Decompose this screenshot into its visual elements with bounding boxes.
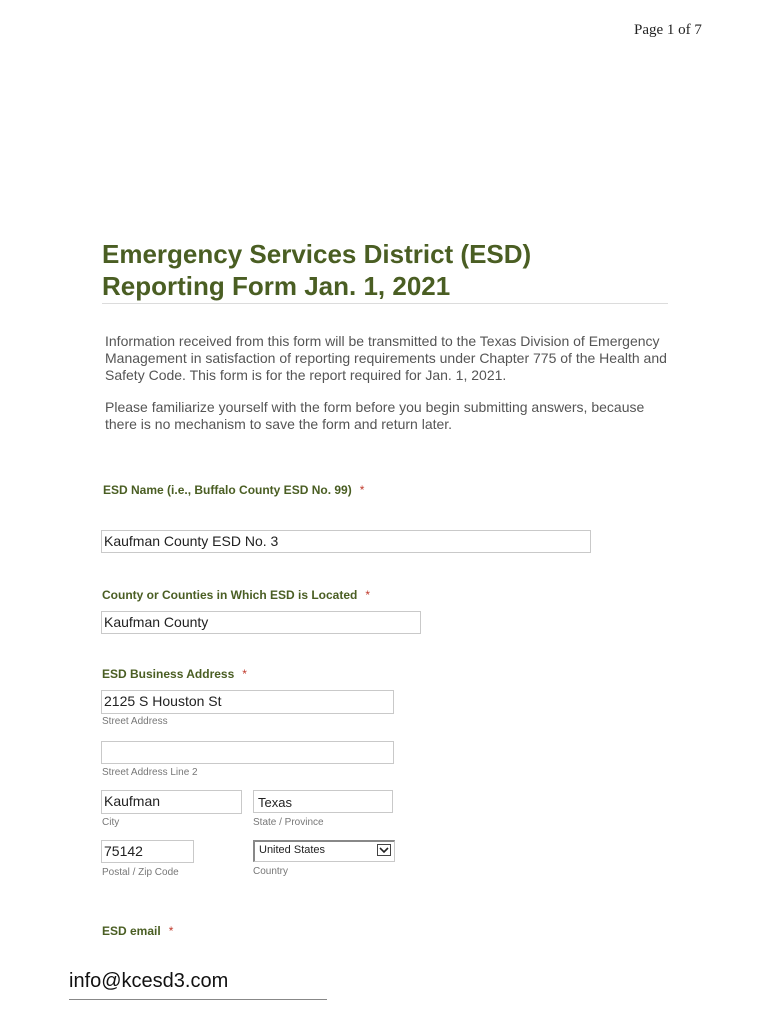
email-input[interactable]: info@kcesd3.com [69,970,327,1000]
form-title-line-2: Reporting Form Jan. 1, 2021 [102,271,451,301]
required-mark: * [242,667,247,681]
state-sublabel: State / Province [253,817,324,828]
county-label [102,588,370,602]
notice-text: Please familiarize yourself with the form before you begin submitting answers, because there is no mechanism to save the form and return later. [105,399,645,432]
street-address-input[interactable]: 2125 S Houston St [101,690,394,714]
esd-name-label-text: ESD Name (i.e., Buffalo County ESD No. 99) [103,483,352,497]
email-label [102,924,173,938]
street-address-line2-input[interactable] [101,741,394,764]
form-title-line-1: Emergency Services District (ESD) [102,239,532,269]
required-mark: * [365,588,371,602]
intro-text: Information received from this form will be transmitted to the Texas Division of Emergency Management in satisfaction of reporting requirements under Chapter 775 of the Health and Safety Code. This form is for the report required for Jan. 1, 2021. [105,333,667,383]
country-select-value: United States [259,844,326,856]
address-label-text: ESD Business Address [102,667,235,681]
form-title [102,238,668,304]
email-label-text: ESD email [102,924,161,938]
state-input[interactable]: Texas [253,790,393,813]
county-input[interactable]: Kaufman County [101,611,421,634]
city-input[interactable]: Kaufman [101,790,242,814]
county-label-text: County or Counties in Which ESD is Located [102,588,358,602]
zip-input[interactable]: 75142 [101,840,194,863]
esd-name-label [103,483,364,497]
required-mark: * [168,924,174,938]
address-label [102,667,247,681]
esd-name-input[interactable]: Kaufman County ESD No. 3 [101,530,591,553]
street-address-line2-sublabel: Street Address Line 2 [102,767,198,778]
country-select[interactable] [253,840,395,862]
city-sublabel: City [102,817,120,828]
chevron-down-icon[interactable] [377,844,391,856]
zip-sublabel: Postal / Zip Code [102,867,179,878]
required-mark: * [359,483,365,497]
page-number: Page 1 of 7 [634,22,702,38]
country-sublabel: Country [253,866,289,877]
street-address-sublabel: Street Address [102,716,168,727]
